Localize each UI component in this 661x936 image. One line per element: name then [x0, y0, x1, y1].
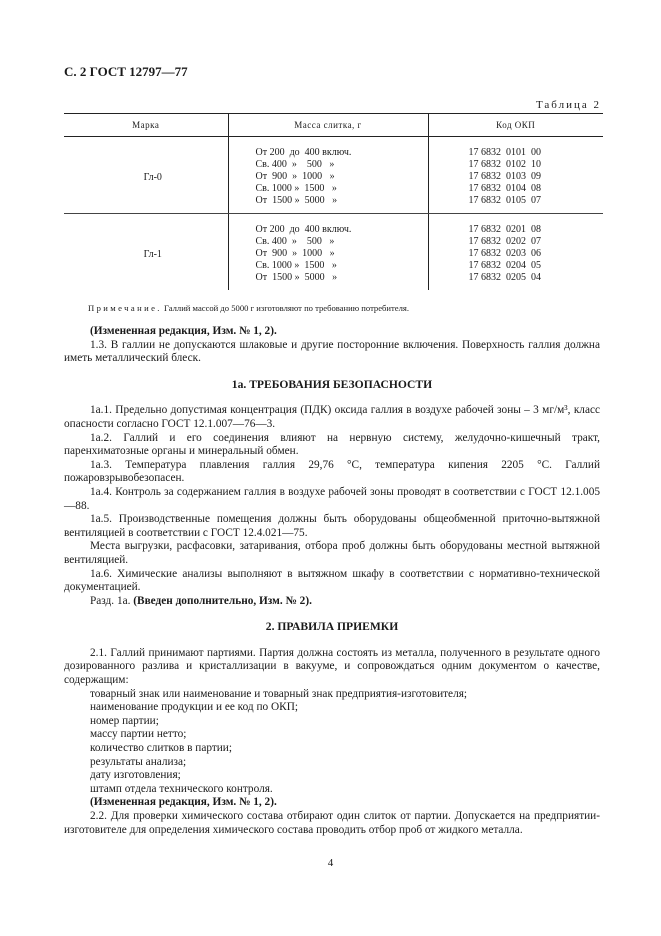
- table-note: [88, 303, 409, 313]
- mass-line: От 900 » 1000 »: [255, 171, 335, 182]
- list-item: наименование продукции и ее код по ОКП;: [90, 701, 298, 714]
- paragraph-1a-6: 1а.6. Химические анализы выполняют в вытяжном шкафу в соответствии с нормативно-технической документацией.: [64, 567, 600, 594]
- code-cell: [428, 137, 603, 214]
- mass-line: От 200 до 400 включ.: [255, 224, 352, 235]
- paragraph-1-3: 1.3. В галлии не допускаются шлаковые и другие посторонние включения. Поверхность галлия должна иметь металлический блеск.: [64, 338, 600, 365]
- code-line: 17 6832 0203 06: [468, 248, 541, 259]
- page-number: 4: [327, 857, 334, 869]
- list-item: штамп отдела технического контроля.: [90, 782, 273, 795]
- edit-note: (Измененная редакция, Изм. № 1, 2).: [90, 325, 277, 337]
- mass-line: От 1500 » 5000 »: [255, 195, 338, 206]
- table-row: [64, 137, 603, 214]
- paragraph-1a-5b: Места выгрузки, расфасовки, затаривания, отбора проб должны быть оборудованы местной вытяжной вентиляцией.: [64, 540, 600, 566]
- table-caption: Таблица 2: [535, 99, 601, 111]
- paragraph-2-1: 2.1. Галлий принимают партиями. Партия должна состоять из металла, полученного в результате одного дозированного разлива и кристаллизации в вакууме, и сопровождаться одним документом о качестве, содержащим:: [64, 646, 600, 687]
- code-line: 17 6832 0104 08: [468, 183, 541, 194]
- code-line: 17 6832 0103 09: [468, 171, 541, 182]
- mass-line: Св. 1000 » 1500 »: [255, 260, 337, 271]
- paragraph-2-2: 2.2. Для проверки химического состава отбирают один слиток от партии. Допускается на предприятии-изготовителе для определения химического состава проводить отбор проб от жидкого металла.: [64, 810, 600, 836]
- col-header-code: Код ОКП: [428, 114, 603, 137]
- document-body: [64, 325, 600, 837]
- list-item: массу партии нетто;: [90, 728, 187, 741]
- list-item: номер партии;: [90, 714, 159, 727]
- mass-line: Св. 400 » 500 »: [255, 236, 335, 247]
- list-item: товарный знак или наименование и товарный знак предприятия-изготовителя;: [90, 687, 468, 700]
- code-line: 17 6832 0101 00: [468, 147, 541, 158]
- mass-line: От 900 » 1000 »: [255, 248, 335, 259]
- paragraph-1a-3: 1а.3. Температура плавления галлия 29,76 °С, температура кипения 2205 °С. Галлий пожаровзрывобезопасен.: [64, 458, 600, 485]
- mass-cell: [228, 137, 428, 214]
- grades-table: [64, 113, 603, 290]
- mass-line: Св. 400 » 500 »: [255, 159, 335, 170]
- code-line: 17 6832 0205 04: [468, 272, 541, 283]
- paragraph-1a-2: 1а.2. Галлий и его соединения влияют на нервную систему, желудочно-кишечный тракт, паренхиматозные органы и минеральный обмен.: [64, 431, 600, 458]
- document-header: С. 2 ГОСТ 12797—77: [64, 64, 188, 79]
- amendment-label: Разд. 1а.: [90, 594, 134, 607]
- code-line: 17 6832 0201 08: [468, 224, 541, 235]
- section-amendment: [64, 595, 600, 609]
- mass-cell: [228, 214, 428, 291]
- code-cell: [428, 214, 603, 291]
- col-header-grade: Марка: [64, 114, 228, 137]
- list-item: дату изготовления;: [90, 769, 181, 782]
- table-row: [64, 214, 603, 291]
- paragraph-1a-1: 1а.1. Предельно допустимая концентрация (ПДК) оксида галлия в воздухе рабочей зоны – 3 мг/м³, класс опасности согласно ГОСТ 12.1.007—76—3.: [64, 404, 600, 430]
- section-title-1a: 1а. ТРЕБОВАНИЯ БЕЗОПАСНОСТИ: [231, 377, 433, 391]
- paragraph-1a-5: 1а.5. Производственные помещения должны быть оборудованы общеобменной приточно-вытяжной вентиляцией в соответствии с ГОСТ 12.4.021—75.: [64, 513, 600, 539]
- mass-line: От 200 до 400 включ.: [255, 147, 352, 158]
- list-item: результаты анализа;: [90, 755, 187, 768]
- mass-line: Св. 1000 » 1500 »: [255, 183, 337, 194]
- grade-cell: Гл-0: [64, 137, 228, 214]
- note-label: Примечание.: [88, 303, 162, 313]
- code-line: 17 6832 0202 07: [468, 236, 541, 247]
- paragraph-1a-4: 1а.4. Контроль за содержанием галлия в воздухе рабочей зоны проводят в соответствии с ГОСТ 12.1.005—88.: [64, 485, 600, 512]
- grade-cell: Гл-1: [143, 248, 162, 260]
- table-header-row: [64, 114, 603, 137]
- amendment-text: (Введен дополнительно, Изм. № 2).: [133, 594, 312, 607]
- col-header-mass: Масса слитка, г: [228, 114, 428, 137]
- list-item: количество слитков в партии;: [90, 742, 232, 755]
- section-title-2: 2. ПРАВИЛА ПРИЕМКИ: [265, 620, 399, 634]
- code-line: 17 6832 0204 05: [468, 260, 541, 271]
- note-text: Галлий массой до 5000 г изготовляют по требованию потребителя.: [161, 303, 409, 313]
- edit-note: (Измененная редакция, Изм. № 1, 2).: [90, 796, 277, 809]
- mass-line: От 1500 » 5000 »: [255, 272, 338, 283]
- code-line: 17 6832 0102 10: [468, 159, 541, 170]
- code-line: 17 6832 0105 07: [468, 195, 541, 206]
